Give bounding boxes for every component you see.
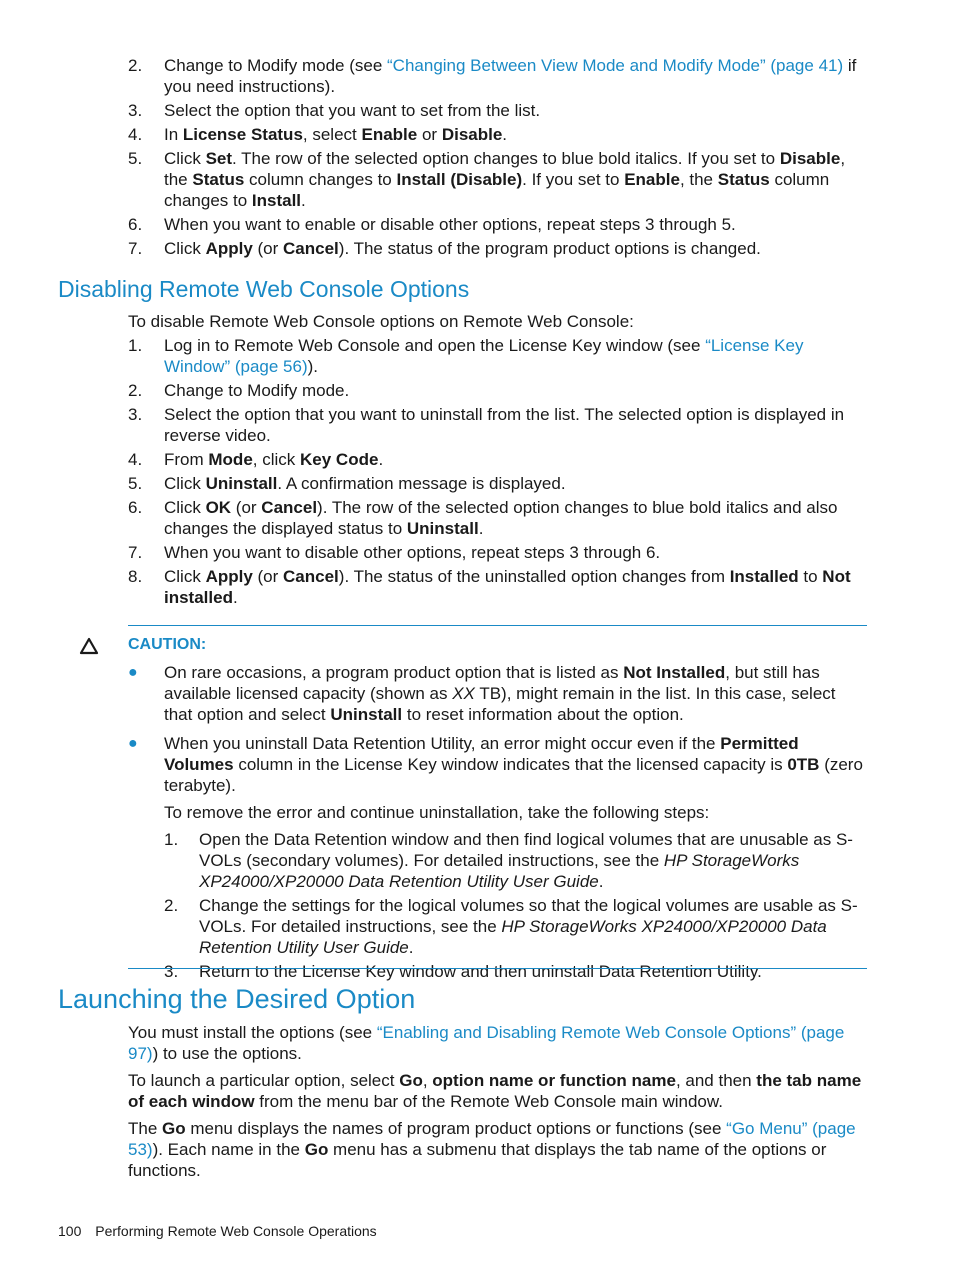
- bold-term: Go: [304, 1140, 329, 1159]
- cross-reference-link[interactable]: “Go Menu” (page 53): [128, 1119, 856, 1159]
- list-item: [128, 380, 868, 401]
- bold-term: option name or function name: [432, 1071, 676, 1090]
- list-item: [164, 829, 868, 892]
- text-run: Click: [164, 474, 206, 493]
- text-run: In: [164, 125, 183, 144]
- text-run: .: [232, 588, 238, 607]
- bold-term: Permitted Volumes: [164, 734, 799, 774]
- text-run: . If you set to: [522, 170, 625, 189]
- bold-term: Not installed: [164, 567, 851, 607]
- text-run: ). Each name in the: [152, 1140, 305, 1159]
- bold-term: Install: [251, 191, 302, 210]
- text-run: Click: [164, 498, 206, 517]
- text-run: . A confirmation message is displayed.: [277, 474, 566, 493]
- text-run: ). The status of the uninstalled option changes from: [338, 567, 730, 586]
- list-item: [128, 124, 868, 145]
- text-run: column in the License Key window indicates that the licensed capacity is: [233, 755, 788, 774]
- bold-term: Disable: [779, 149, 841, 168]
- italic-term: HP StorageWorks XP24000/XP20000 Data Retention Utility User Guide: [199, 917, 827, 957]
- step-text: [164, 56, 856, 96]
- bold-term: Apply: [205, 567, 253, 586]
- bold-term: Uninstall: [330, 705, 403, 724]
- text-run: (or: [231, 498, 262, 517]
- step-number: 7.: [128, 543, 143, 562]
- text-run: Select the option that you want to set from the list.: [164, 101, 541, 120]
- bold-term: OK: [205, 498, 232, 517]
- list-item: [128, 733, 868, 982]
- step-number: 1.: [164, 830, 179, 849]
- step-text: [164, 215, 736, 234]
- list-item: [128, 449, 868, 470]
- step-number: 3.: [164, 962, 179, 981]
- text-run: , click: [252, 450, 301, 469]
- step-number: 3.: [128, 101, 143, 120]
- bold-term: the tab name of each window: [128, 1071, 862, 1111]
- text-run: Select the option that you want to uninstall from the list. The selected option is displayed in reverse video.: [164, 405, 845, 445]
- bold-term: Cancel: [261, 498, 318, 517]
- ordered-list: [128, 335, 868, 608]
- text-run: ). The row of the selected option changes to blue bold italics and also changes the displayed status to: [164, 498, 838, 538]
- italic-term: HP StorageWorks XP24000/XP20000 Data Retention Utility User Guide: [199, 851, 800, 891]
- bold-term: Install (Disable): [396, 170, 523, 189]
- step-text: [164, 405, 844, 445]
- step-text: [199, 896, 858, 957]
- bullet-text: [164, 734, 863, 795]
- step-number: 2.: [128, 381, 143, 400]
- text-run: menu has a submenu that displays the tab name of the options or functions.: [128, 1140, 827, 1180]
- bold-term: Mode: [208, 450, 253, 469]
- step-text: [199, 962, 762, 981]
- text-run: When you uninstall Data Retention Utility, an error might occur even if the: [164, 734, 721, 753]
- text-run: , but still has available licensed capacity (shown as: [164, 663, 820, 703]
- caution-label: CAUTION:: [128, 636, 207, 653]
- text-run: Click: [164, 239, 206, 258]
- step-number: 6.: [128, 215, 143, 234]
- step-number: 5.: [128, 149, 143, 168]
- text-run: (or: [252, 567, 284, 586]
- list-item: [128, 473, 868, 494]
- text-run: TB), might remain in the list. In this case, select that option and select: [164, 684, 836, 724]
- page-number: 100: [58, 1223, 82, 1239]
- list-item: [128, 497, 868, 539]
- caution-bullets: [128, 662, 868, 985]
- list-item: [128, 148, 868, 211]
- step-number: 5.: [128, 474, 143, 493]
- step-text: [164, 498, 837, 538]
- step-text: [164, 101, 540, 120]
- caution-bottom-rule: [128, 968, 867, 969]
- ordered-list: [128, 55, 868, 259]
- bold-term: Uninstall: [205, 474, 278, 493]
- section-heading-launching: Launching the Desired Option: [58, 984, 416, 1014]
- list-item: [128, 566, 868, 608]
- text-run: .: [598, 872, 604, 891]
- bold-term: License Status: [182, 125, 303, 144]
- cross-reference-link[interactable]: “Enabling and Disabling Remote Web Console Options” (page 97): [128, 1023, 845, 1063]
- text-run: When you want to enable or disable other options, repeat steps 3 through 5.: [164, 215, 736, 234]
- step-number: 3.: [128, 405, 143, 424]
- caution-triangle-icon: [79, 637, 99, 655]
- text-run: Change the settings for the logical volumes so that the logical volumes are usable as S-VOLs. For detailed instructions, see the: [199, 896, 858, 936]
- text-run: Log in to Remote Web Console and open the License Key window (see: [164, 336, 706, 355]
- step-text: [164, 149, 845, 210]
- step-number: 7.: [128, 239, 143, 258]
- bullet-icon: ●: [128, 664, 138, 681]
- bold-term: Apply: [205, 239, 253, 258]
- cross-reference-link[interactable]: “License Key Window” (page 56): [164, 336, 804, 376]
- text-run: (or: [252, 239, 284, 258]
- text-run: or: [417, 125, 442, 144]
- sub-steps: [164, 829, 868, 982]
- page-footer: [58, 1222, 377, 1240]
- bold-term: Disable: [441, 125, 503, 144]
- bullet-list: [128, 662, 868, 982]
- text-run: .: [502, 125, 508, 144]
- section-intro: To disable Remote Web Console options on Remote Web Console:: [128, 312, 634, 331]
- text-run: , the: [679, 170, 718, 189]
- text-run: .: [408, 938, 414, 957]
- bullet-icon: ●: [128, 735, 138, 752]
- text-run: to reset information about the option.: [402, 705, 684, 724]
- text-run: .: [301, 191, 306, 210]
- list-item: [128, 55, 868, 97]
- steps-list-continued: [128, 55, 868, 262]
- bold-term: Status: [717, 170, 770, 189]
- text-run: column changes to: [244, 170, 397, 189]
- list-item: [128, 662, 868, 725]
- text-run: ).: [307, 357, 319, 376]
- caution-top-rule: [128, 625, 867, 626]
- disable-steps: [128, 335, 868, 611]
- text-run: Open the Data Retention window and then find logical volumes that are unusable as S-VOLs (secondary volumes). For detailed instructions, see the: [199, 830, 853, 870]
- bold-term: Enable: [624, 170, 680, 189]
- ordered-list: [164, 829, 868, 982]
- text-run: menu displays the names of program product options or functions (see: [185, 1119, 727, 1138]
- step-number: 4.: [128, 450, 143, 469]
- sub-intro: To remove the error and continue uninstallation, take the following steps:: [164, 803, 710, 822]
- bold-term: Go: [399, 1071, 423, 1090]
- cross-reference-link[interactable]: “Changing Between View Mode and Modify Mode” (page 41): [387, 56, 844, 75]
- text-run: Click: [164, 567, 206, 586]
- step-text: [164, 336, 803, 376]
- list-item: [128, 404, 868, 446]
- step-text: [164, 474, 566, 493]
- bold-term: Key Code: [300, 450, 379, 469]
- step-number: 2.: [128, 56, 143, 75]
- step-number: 2.: [164, 896, 179, 915]
- text-run: to: [798, 567, 823, 586]
- text-run: , the: [164, 149, 846, 189]
- step-number: 6.: [128, 498, 143, 517]
- bold-term: Installed: [729, 567, 799, 586]
- step-text: [164, 450, 383, 469]
- text-run: Click: [164, 149, 206, 168]
- paragraph: [128, 1022, 868, 1064]
- list-item: [164, 961, 868, 982]
- step-text: [164, 125, 507, 144]
- list-item: [128, 335, 868, 377]
- list-item: [128, 238, 868, 259]
- italic-term: XX: [452, 684, 475, 703]
- bold-term: Set: [205, 149, 233, 168]
- text-run: The: [128, 1119, 163, 1138]
- text-run: , and then: [675, 1071, 757, 1090]
- text-run: column changes to: [164, 170, 830, 210]
- text-run: You must install the options (see: [128, 1023, 377, 1042]
- text-run: , select: [302, 125, 362, 144]
- text-run: ) to use the options.: [152, 1044, 302, 1063]
- text-run: Return to the License Key window and then uninstall Data Retention Utility.: [199, 962, 762, 981]
- text-run: .: [478, 519, 484, 538]
- bold-term: Not Installed: [623, 663, 726, 682]
- list-item: [128, 100, 868, 121]
- paragraph: [128, 1118, 868, 1181]
- list-item: [164, 895, 868, 958]
- paragraph: [128, 1070, 868, 1112]
- list-item: [128, 214, 868, 235]
- step-number: 1.: [128, 336, 143, 355]
- step-text: [164, 543, 660, 562]
- bold-term: Go: [162, 1119, 186, 1138]
- step-text: [164, 567, 851, 607]
- bold-term: Cancel: [283, 567, 339, 586]
- step-text: [164, 381, 349, 400]
- text-run: From: [164, 450, 209, 469]
- step-number: 4.: [128, 125, 143, 144]
- text-run: On rare occasions, a program product option that is listed as: [164, 663, 624, 682]
- text-run: Change to Modify mode.: [164, 381, 350, 400]
- text-run: (zero terabyte).: [164, 755, 863, 795]
- text-run: To launch a particular option, select: [128, 1071, 400, 1090]
- text-run: . The row of the selected option changes to blue bold italics. If you set to: [232, 149, 780, 168]
- list-item: [128, 542, 868, 563]
- bold-term: Enable: [361, 125, 418, 144]
- bold-term: Cancel: [283, 239, 339, 258]
- step-text: [164, 239, 761, 258]
- step-text: [199, 830, 853, 891]
- bold-term: 0TB: [787, 755, 820, 774]
- text-run: ). The status of the program product options is changed.: [338, 239, 761, 258]
- step-number: 8.: [128, 567, 143, 586]
- text-run: .: [378, 450, 384, 469]
- bold-term: Uninstall: [406, 519, 479, 538]
- text-run: When you want to disable other options, repeat steps 3 through 6.: [164, 543, 661, 562]
- bullet-text: [164, 663, 836, 724]
- footer-title: Performing Remote Web Console Operations: [95, 1223, 377, 1239]
- text-run: from the menu bar of the Remote Web Console main window.: [254, 1092, 723, 1111]
- bold-term: Status: [192, 170, 245, 189]
- text-run: ,: [422, 1071, 433, 1090]
- text-run: Change to Modify mode (see: [164, 56, 388, 75]
- text-run: if you need instructions).: [164, 56, 857, 96]
- section-heading-disabling: Disabling Remote Web Console Options: [58, 276, 470, 302]
